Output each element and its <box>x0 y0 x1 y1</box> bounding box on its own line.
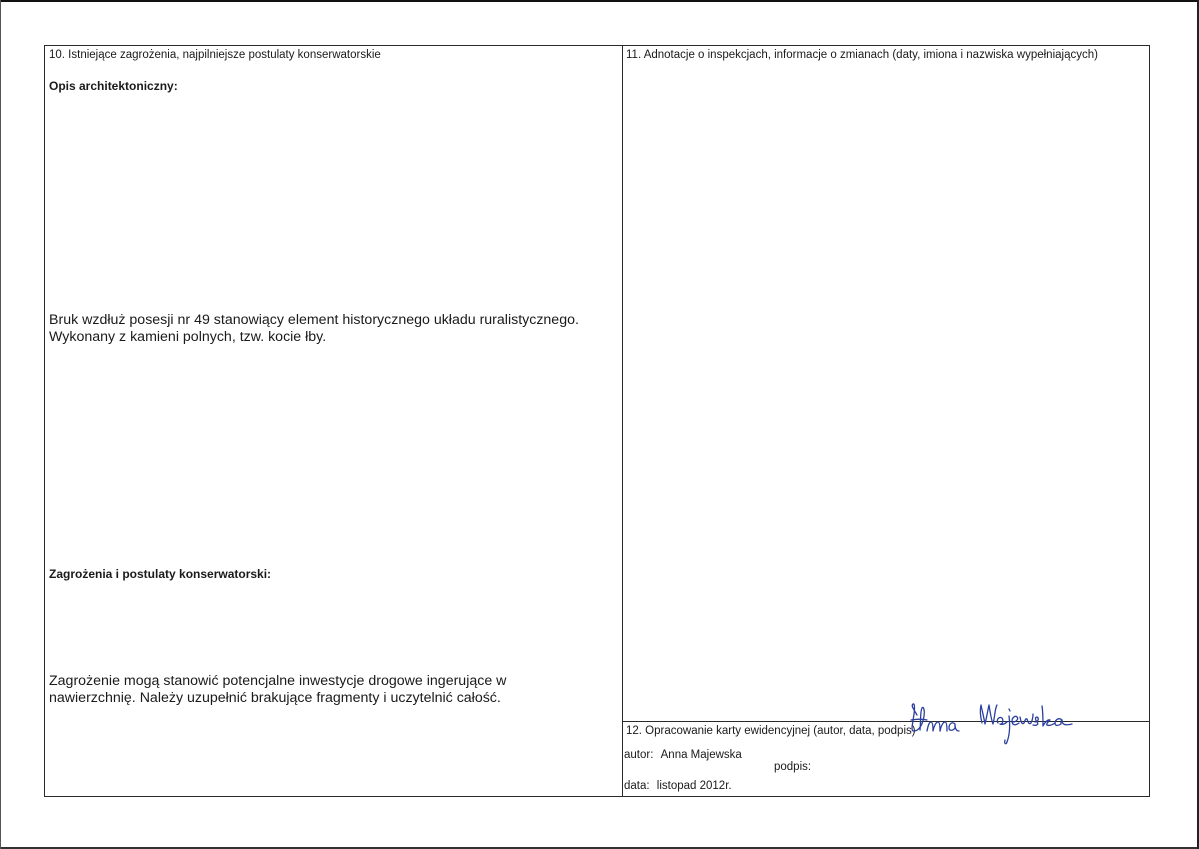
section11-header: 11. Adnotacje o inspekcjach, informacje o zmianach (daty, imiona i nazwiska wypełniających) <box>626 49 1098 61</box>
autor-value: Anna Majewska <box>660 749 742 761</box>
opis-line-1: Bruk wzdłuż posesji nr 49 stanowiący element historycznego układu ruralistycznego. <box>49 312 579 328</box>
scan-edge-top <box>0 0 1199 2</box>
section10-header: 10. Istniejące zagrożenia, najpilniejsze postulaty konserwatorskie <box>49 49 381 61</box>
zagrozenia-line-2: nawierzchnię. Należy uzupełnić brakujące fragmenty i uczytelnić całość. <box>49 690 501 706</box>
podpis-label: podpis: <box>774 761 812 773</box>
column-divider <box>622 46 623 796</box>
form-frame <box>44 45 1150 797</box>
autor-row <box>624 749 742 761</box>
zagrozenia-text <box>49 673 617 707</box>
data-row <box>624 780 732 792</box>
opis-line-2: Wykonany z kamieni polnych, tzw. kocie łby. <box>49 329 327 345</box>
opis-text <box>49 312 617 346</box>
autor-label: autor: <box>624 749 654 761</box>
section12-header: 12. Opracowanie karty ewidencyjnej (autor, data, podpis) <box>626 725 916 737</box>
handwritten-signature <box>867 698 1087 748</box>
data-label: data: <box>624 780 650 792</box>
opis-heading: Opis architektoniczny: <box>49 79 178 93</box>
zagrozenia-heading: Zagrożenia i postulaty konserwatorski: <box>49 567 272 581</box>
scan-edge-left <box>0 0 1 849</box>
zagrozenia-line-1: Zagrożenie mogą stanowić potencjalne inwestycje drogowe ingerujące w <box>49 673 507 689</box>
data-value: listopad 2012r. <box>656 780 732 792</box>
